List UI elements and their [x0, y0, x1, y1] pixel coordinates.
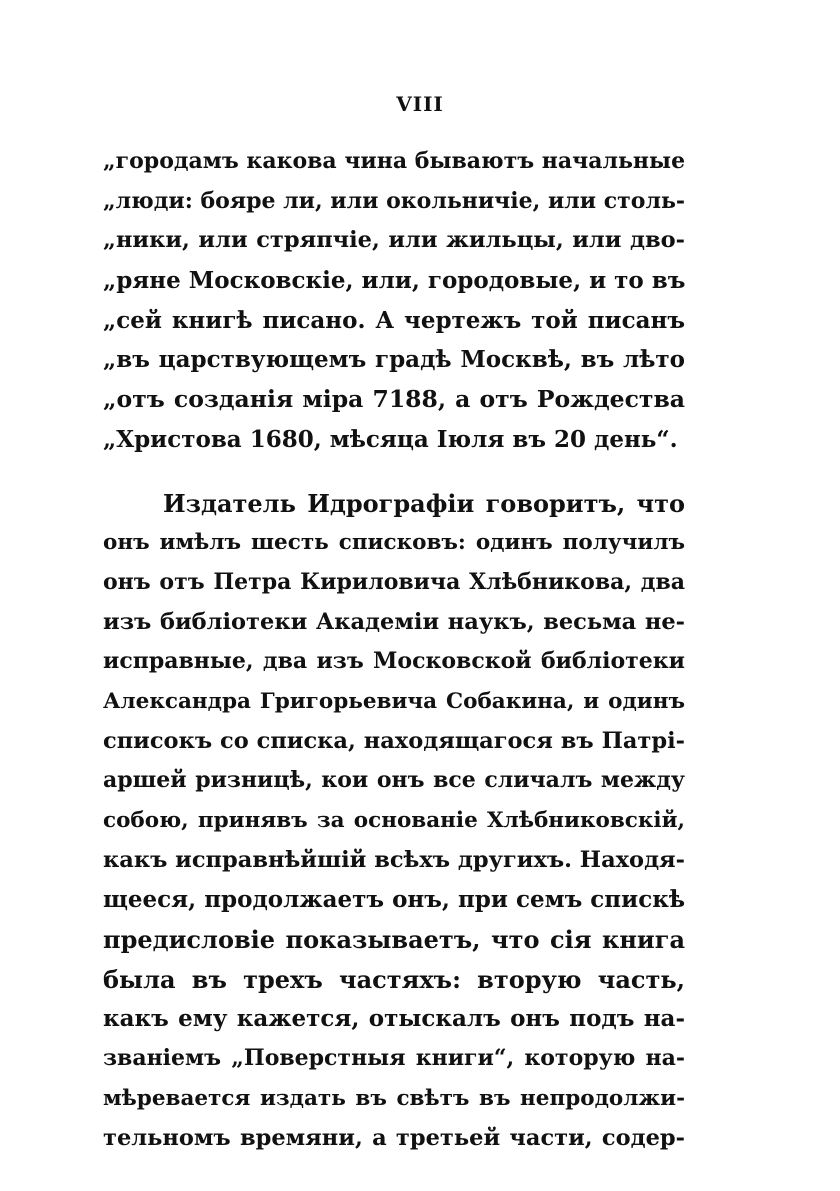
text-line: „въ царствующемъ градѣ Москвѣ, въ лѣто — [103, 346, 685, 374]
text-line: изъ библіотеки Академіи наукъ, весьма не- — [103, 608, 685, 635]
text-line: тельномъ времяни, а третьей части, содер- — [103, 1124, 685, 1151]
text-line: предисловіе показываетъ, что сія книга — [103, 925, 685, 955]
text-line: „ряне Московскіе, или, городовые, и то въ — [103, 267, 686, 295]
page-number: VIII — [396, 92, 444, 116]
text-line: Александра Григорьевича Собакина, и одинъ — [103, 688, 685, 714]
text-line: мѣревается издать въ свѣтъ въ непродолжи- — [103, 1085, 685, 1111]
text-line: онъ отъ Петра Кириловича Хлѣбникова, два — [103, 568, 685, 595]
text-line: Издатель Идрографіи говоритъ, что — [163, 488, 685, 518]
text-line: исправные, два изъ Московской библіотеки — [103, 648, 685, 675]
text-line: званіемъ „Поверстныя книги“, которую на- — [103, 1045, 685, 1072]
text-line: списокъ со списка, находящагося въ Патрі- — [103, 727, 685, 754]
text-line: щееся, продолжаетъ онъ, при семъ спискѣ — [103, 886, 685, 914]
paragraph-quote — [103, 142, 685, 460]
text-line: аршей ризницѣ, кои онъ все сличалъ между — [103, 767, 685, 794]
page-body — [103, 142, 685, 1158]
text-line: „городамъ какова чина бываютъ начальные — [103, 148, 686, 174]
text-line: „отъ созданія міра 7188, а отъ Рождества — [103, 385, 685, 414]
text-line: „люди: бояре ли, или окольничіе, или столь- — [103, 187, 686, 214]
text-line: была въ трехъ частяхъ: вторую часть, — [103, 964, 685, 994]
text-line: „ники, или стряпчіе, или жильцы, или дво- — [103, 227, 685, 254]
paragraph-publisher — [103, 484, 685, 1159]
paragraph-gap — [103, 460, 685, 484]
text-line: какъ исправнѣйшій всѣхъ другихъ. Находя- — [103, 846, 686, 873]
text-line: „Христова 1680, мѣсяца Іюля въ 20 день“. — [103, 425, 678, 453]
text-line: какъ ему кажется, отыскалъ онъ подъ на- — [103, 1005, 685, 1033]
text-line: „сей книгѣ писано. А чертежъ той писанъ — [103, 306, 685, 334]
text-line: онъ имѣлъ шесть списковъ: одинъ получилъ — [103, 530, 685, 556]
text-line: собою, принявъ за основаніе Хлѣбниковскій, — [103, 808, 685, 833]
